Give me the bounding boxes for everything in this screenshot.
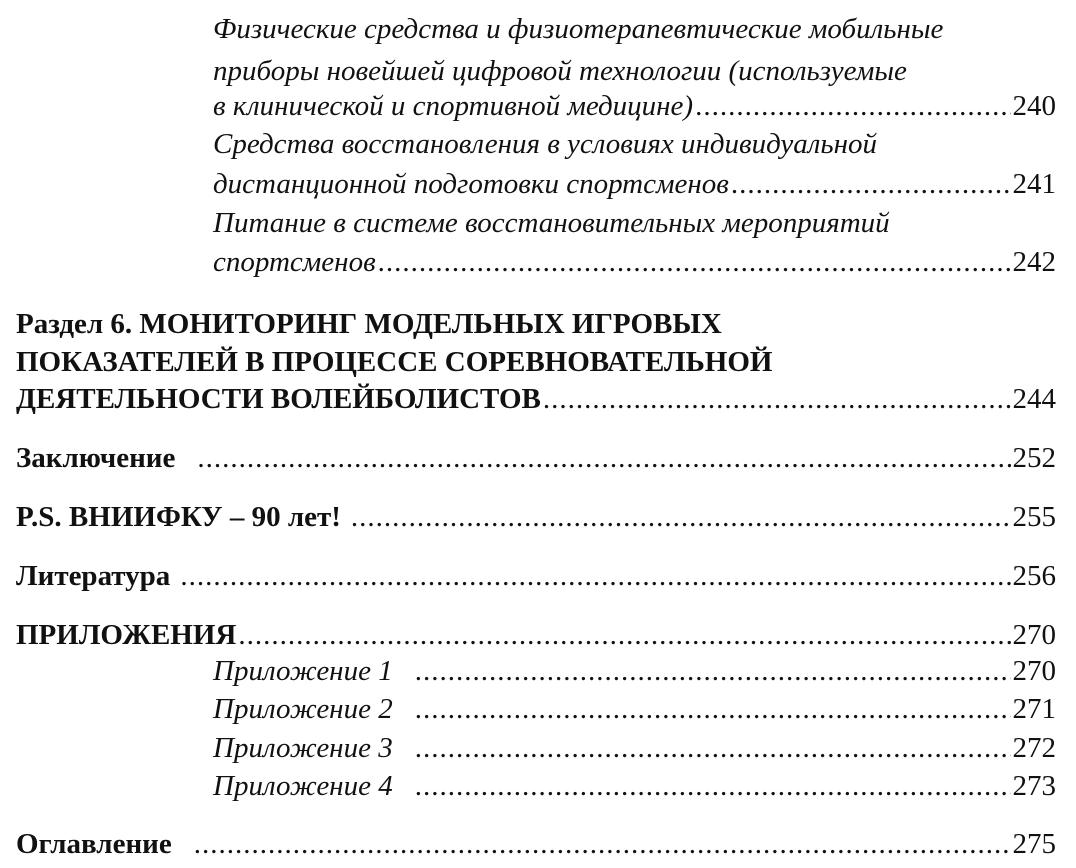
toc-text: Приложение 3: [213, 732, 393, 764]
page-number: 273: [1012, 770, 1056, 802]
toc-item-recovery-means-line1: [213, 125, 1056, 163]
toc-text: ПОКАЗАТЕЛЕЙ В ПРОЦЕССЕ СОРЕВНОВАТЕЛЬНОЙ: [16, 346, 773, 378]
toc-item-appendix-1[interactable]: [213, 652, 1056, 690]
toc-item-nutrition[interactable]: [213, 243, 1056, 281]
toc-item-physical-means-line1: [213, 10, 1056, 48]
dot-leader: [543, 380, 1011, 418]
toc-item-appendices[interactable]: [16, 616, 1056, 654]
dot-leader: [180, 557, 1010, 595]
toc-item-recovery-means[interactable]: [213, 165, 1056, 203]
toc-text: Заключение: [16, 442, 176, 474]
toc-text: Питание в системе восстановительных мероприятий: [213, 207, 890, 239]
page-number: 242: [1012, 246, 1056, 278]
toc-item-appendix-2[interactable]: [213, 690, 1056, 728]
toc-text: Средства восстановления в условиях индивидуальной: [213, 128, 877, 160]
toc-item-ps[interactable]: [16, 498, 1056, 536]
toc-item-conclusion[interactable]: [16, 439, 1056, 477]
dot-leader: [415, 690, 1011, 728]
toc-text: ПРИЛОЖЕНИЯ: [16, 619, 237, 651]
toc-section-6-line1: [16, 305, 1056, 343]
toc-item-physical-means-line2: [213, 52, 1056, 90]
dot-leader: [415, 652, 1011, 690]
toc-item-physical-means[interactable]: [213, 87, 1056, 125]
toc-text: Физические средства и физиотерапевтические мобильные: [213, 13, 944, 45]
toc-item-nutrition-line1: [213, 204, 1056, 242]
page-number: 241: [1012, 168, 1056, 200]
toc-text: спортсменов: [213, 246, 376, 278]
page-number: 256: [1012, 560, 1056, 592]
toc-section-6[interactable]: [16, 380, 1056, 418]
page-number: 240: [1012, 90, 1056, 122]
toc-text: Приложение 2: [213, 693, 393, 725]
dot-leader: [695, 87, 1010, 125]
dot-leader: [197, 439, 1010, 477]
dot-leader: [238, 616, 1010, 654]
toc-item-appendix-3[interactable]: [213, 729, 1056, 767]
toc-text: приборы новейшей цифровой технологии (используемые: [213, 55, 907, 87]
toc-text: в клинической и спортивной медицине): [213, 90, 694, 122]
dot-leader: [351, 498, 1011, 536]
toc-text: Приложение 4: [213, 770, 393, 802]
page-number: 270: [1012, 619, 1056, 651]
toc-item-contents[interactable]: [16, 825, 1056, 863]
dot-leader: [378, 243, 1011, 281]
toc-text: Литература: [16, 560, 171, 592]
page-number: 275: [1012, 828, 1056, 860]
page-number: 271: [1012, 693, 1056, 725]
page-number: 270: [1012, 655, 1056, 687]
page-number: 244: [1012, 383, 1056, 415]
toc-text: Приложение 1: [213, 655, 393, 687]
dot-leader: [415, 729, 1011, 767]
dot-leader: [731, 165, 1011, 203]
dot-leader: [194, 825, 1011, 863]
page-number: 252: [1012, 442, 1056, 474]
toc-text: Раздел 6. МОНИТОРИНГ МОДЕЛЬНЫХ ИГРОВЫХ: [16, 308, 722, 340]
toc-item-literature[interactable]: [16, 557, 1056, 595]
toc-text: дистанционной подготовки спортсменов: [213, 168, 729, 200]
toc-text: ДЕЯТЕЛЬНОСТИ ВОЛЕЙБОЛИСТОВ: [16, 383, 541, 415]
toc-text: Оглавление: [16, 828, 172, 860]
toc-section-6-line2: [16, 343, 1056, 381]
page-number: 272: [1012, 732, 1056, 764]
dot-leader: [415, 767, 1011, 805]
toc-item-appendix-4[interactable]: [213, 767, 1056, 805]
page-number: 255: [1012, 501, 1056, 533]
toc-text: P.S. ВНИИФКУ – 90 лет!: [16, 501, 341, 533]
